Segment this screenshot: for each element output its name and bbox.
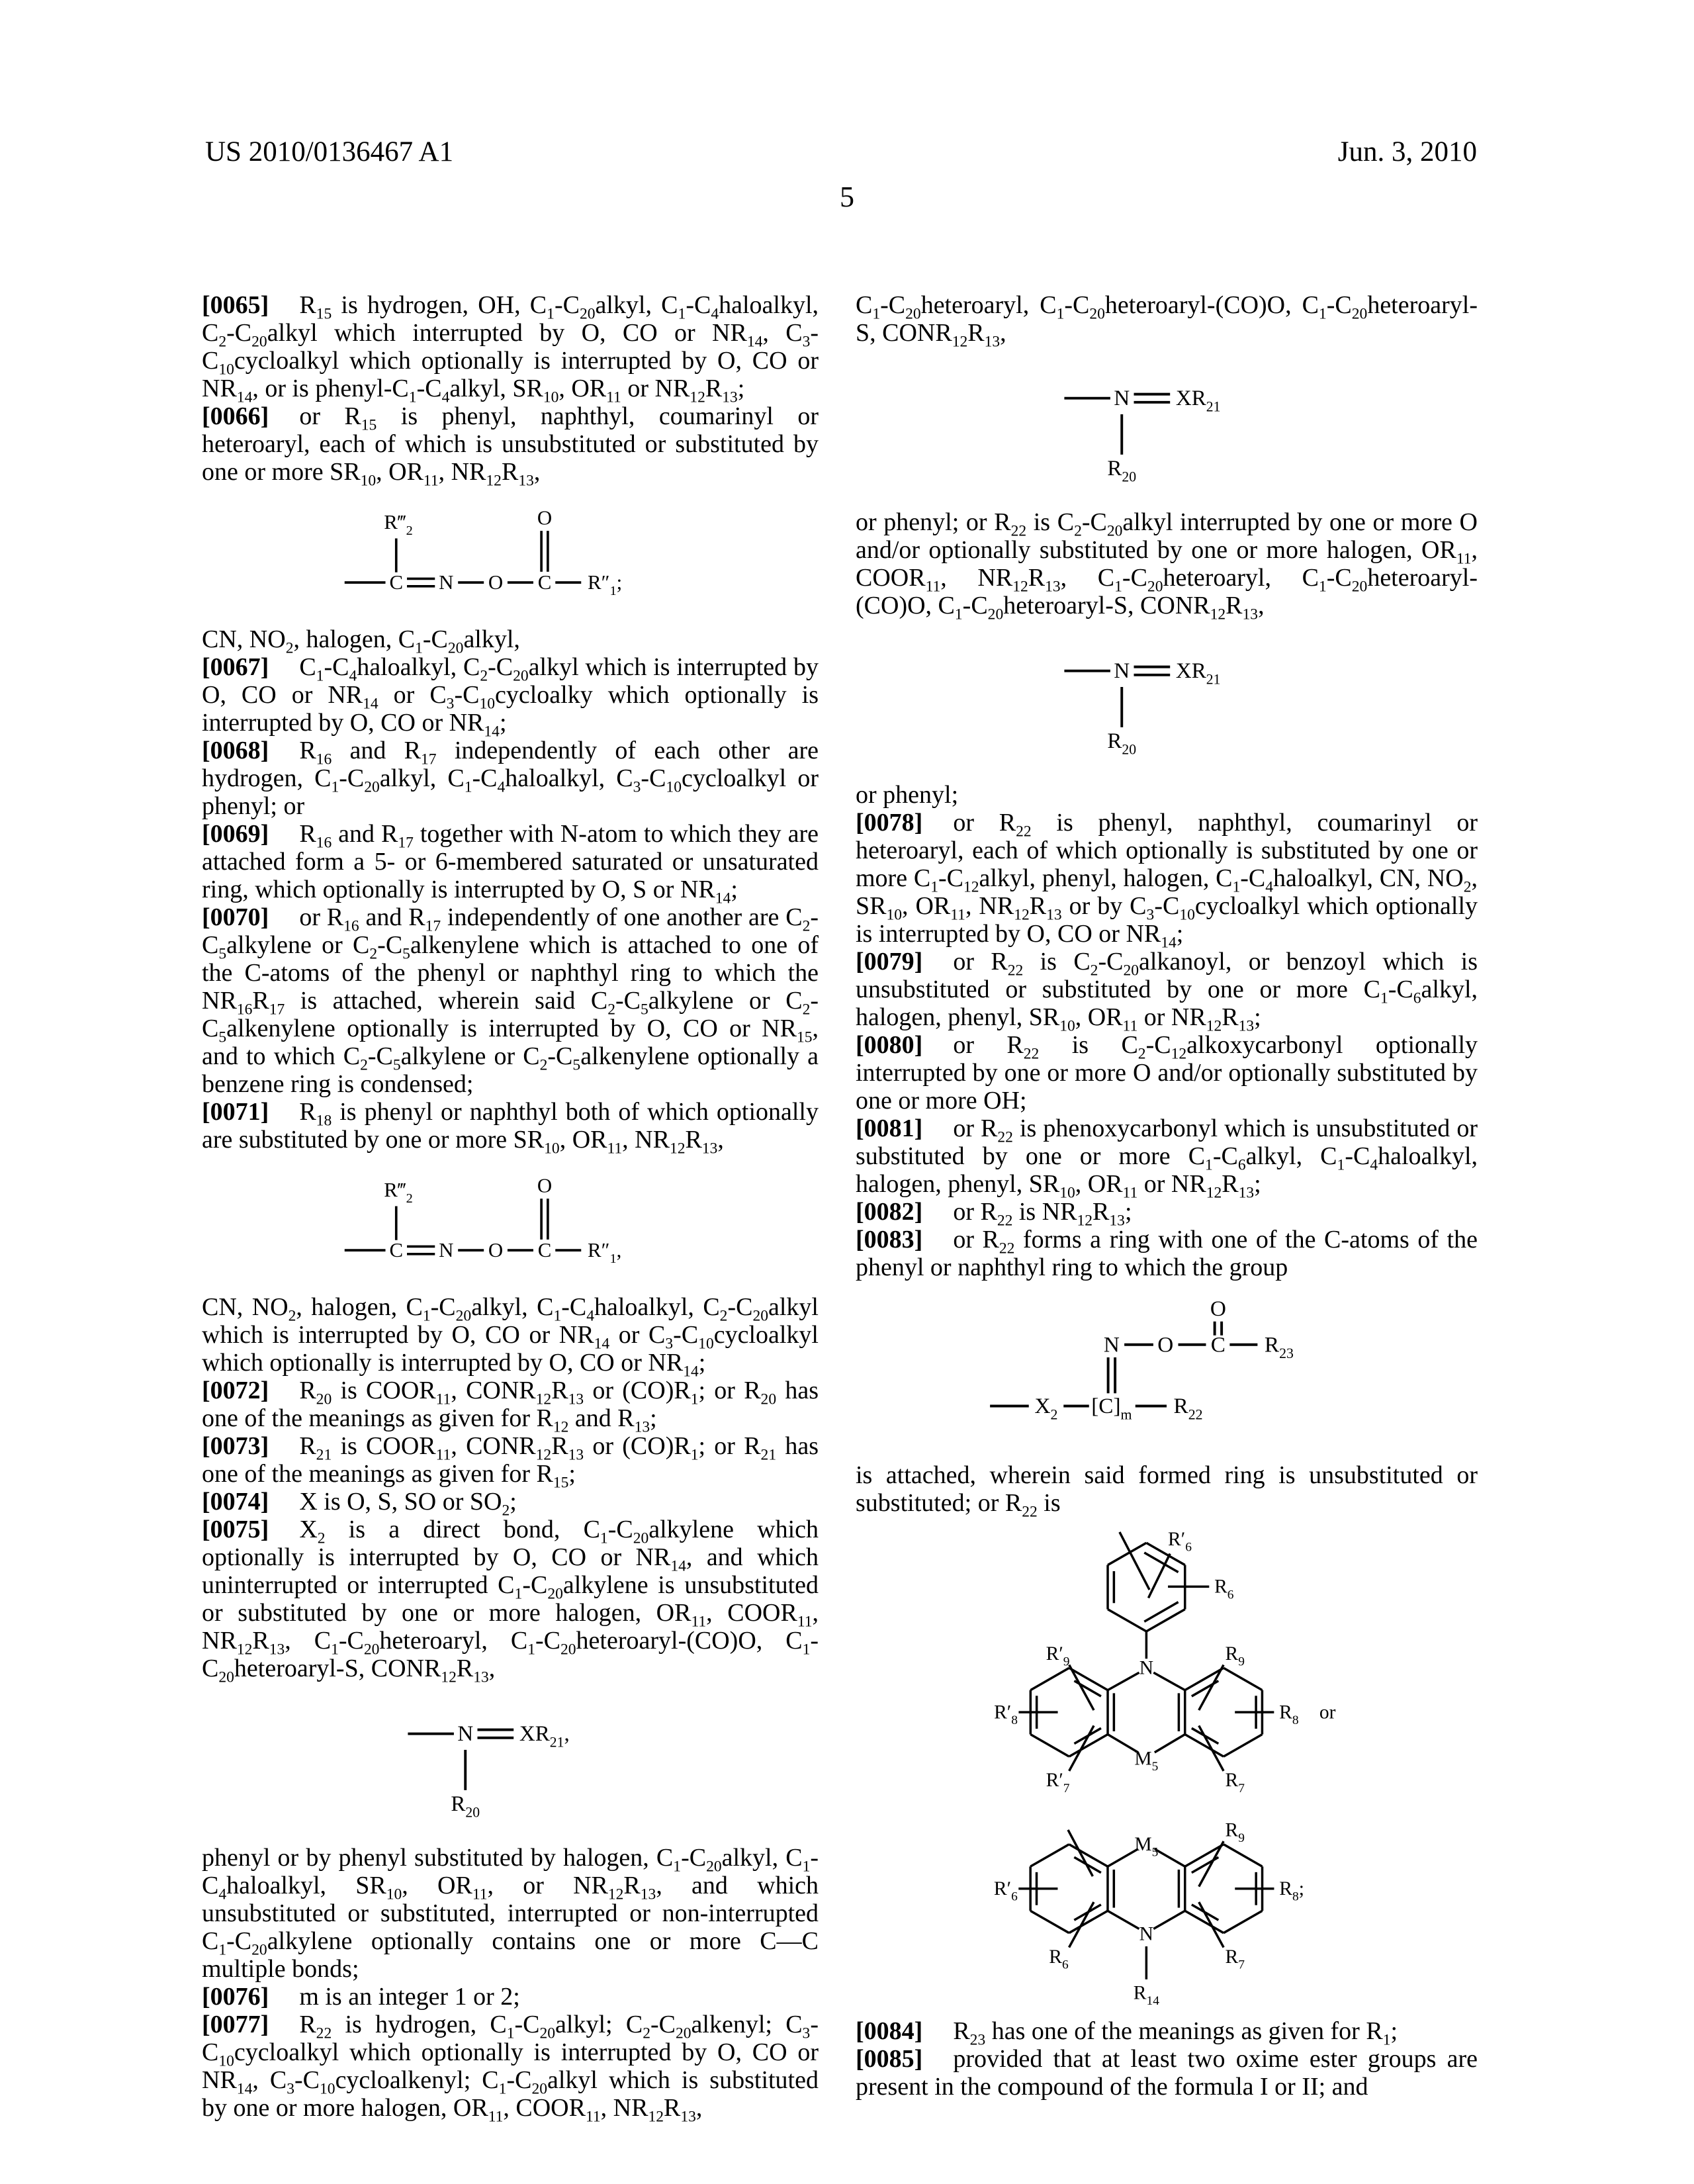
paragraph-text: $R_{21}$ is $COOR_{11}$, $CONR_{12}R_{13}$ or $(CO)R_1$; or $R_{21}$ has one of the meanings as given for $R_{15}$; xyxy=(202,1432,819,1492)
svg-text:R″1;: $R''_1$; xyxy=(588,570,623,598)
paragraph-0080 xyxy=(856,1031,1478,1115)
paragraph-text: m is an integer 1 or 2; xyxy=(299,1983,520,2011)
chemical-formula-n-xr xyxy=(856,361,1478,494)
svg-text:X2: $X_2$ xyxy=(1034,1394,1058,1423)
svg-text:C: C xyxy=(389,1238,404,1261)
paragraph-number: [0076] xyxy=(202,1983,269,2011)
svg-text:R″1,: $R''_1$, xyxy=(588,1238,622,1266)
paragraph-text: $R_{22}$ is hydrogen, $C_1-C_{20}alkyl$; $C_2-C_{20}alkenyl$; $C_3-C_{10}cycloalkyl$ which optionally is interrupted by O, CO or $NR_{14}$, $C_3-C_{10}cycloalkenyl$; $C_1-C_{20}alkyl$ which is substituted by one or more halogen, $OR_{11}$, $COOR_{11}$, $NR_{12}R_{13}$, xyxy=(202,2011,819,2126)
svg-text:O: O xyxy=(1157,1332,1174,1357)
paragraph-0066 xyxy=(202,402,819,490)
continuation-text: or phenyl; xyxy=(856,781,959,809)
svg-text:N: N xyxy=(1139,1657,1153,1679)
svg-text:R‴2: $R‴_2$ xyxy=(384,1177,413,1206)
svg-text:R9: $R_9$ xyxy=(1224,1643,1245,1669)
svg-text:XR21,: $XR_{21}$, xyxy=(519,1722,570,1751)
paragraph-number: [0065] xyxy=(202,291,269,319)
chemical-formula-n-xr xyxy=(202,1697,819,1829)
continuation-text: phenyl or by phenyl substituted by halogen, $C_1-C_{20}alkyl$, $C_1-C_4haloalkyl$, $SR_{10}$, $OR_{11}$, or $NR_{12}R_{13}$, and which unsubstituted or substituted, interrupted or non-interrupted $C_1-C_{20}alkylene$ optionally contains one or more C—C multiple bonds; xyxy=(202,1844,819,1983)
svg-text:O: O xyxy=(488,1238,504,1261)
paragraph-0081 xyxy=(856,1115,1478,1202)
paragraph-0070 xyxy=(202,903,819,1098)
paragraph-text: $R_{23}$ has one of the meanings as given for $R_1$; xyxy=(953,2017,1398,2049)
chemical-formula-oxime-chain xyxy=(202,502,819,610)
paragraph-number: [0085] xyxy=(856,2045,923,2073)
paragraph-number: [0083] xyxy=(856,1226,923,1253)
svg-text:R8: $R_8$ xyxy=(1278,1702,1299,1728)
svg-text:R20: $R_{20}$ xyxy=(451,1792,480,1821)
continuation-text: CN, $NO_2$, halogen, $C_1-C_{20}alkyl$, xyxy=(202,625,520,657)
svg-text:N: N xyxy=(1114,387,1130,411)
svg-text:[C]m: $[C]_m$ xyxy=(1091,1394,1132,1423)
paragraph-0082 xyxy=(856,1198,1478,1230)
paragraph-0073 xyxy=(202,1432,819,1492)
svg-text:R7: $R_7$ xyxy=(1224,1770,1245,1796)
svg-text:R20: $R_{20}$ xyxy=(1107,457,1137,485)
paragraph-text: or $R_{22}$ is $C_2-C_{20}alkanoyl$, or benzoyl which is unsubstituted or substituted by one or more $C_1-C_6alkyl$, halogen, phenyl, $SR_{10}$, $OR_{11}$ or $NR_{12}R_{13}$; xyxy=(856,948,1478,1035)
paragraph-number: [0073] xyxy=(202,1432,269,1460)
chemical-formula-ring-oxime xyxy=(856,1296,1478,1447)
right-column xyxy=(856,291,1478,2101)
paragraph-number: [0075] xyxy=(202,1516,269,1543)
paragraph-text: or $R_{22}$ is $C_2-C_{12}alkoxycarbonyl$ optionally interrupted by one or more O and/or optionally substituted by one or more OH; xyxy=(856,1031,1478,1115)
paragraph-0083 xyxy=(856,1226,1478,1281)
svg-text:R8;: $R_8$; xyxy=(1278,1878,1304,1904)
svg-text:N: N xyxy=(1103,1332,1120,1357)
paragraph-number: [0080] xyxy=(856,1031,923,1059)
paragraph-0079 xyxy=(856,948,1478,1035)
svg-text:R‴2: $R‴_2$ xyxy=(384,510,413,538)
paragraph-number: [0081] xyxy=(856,1115,923,1142)
svg-text:R6: $R_6$ xyxy=(1214,1576,1234,1602)
continuation-text: $C_1-C_{20}heteroaryl$, $C_1-C_{20}heteroaryl-(CO)O$, $C_1-C_{20}heteroaryl-S$, $CONR_{12}R_{13}$, xyxy=(856,291,1478,351)
paragraph-0085 xyxy=(856,2045,1478,2101)
svg-text:M5: $M_5$ xyxy=(1134,1748,1158,1774)
svg-text:O: O xyxy=(537,1173,553,1197)
paragraph-text: or $R_{22}$ is $NR_{12}R_{13}$; xyxy=(953,1198,1132,1230)
paragraph-number: [0078] xyxy=(856,809,923,837)
svg-text:XR21: $XR_{21}$ xyxy=(1175,387,1221,415)
paragraph-number: [0084] xyxy=(856,2017,923,2045)
paragraph-number: [0072] xyxy=(202,1377,269,1404)
svg-text:N: N xyxy=(1114,659,1130,684)
svg-text:R′6: $R'_6$ xyxy=(993,1878,1018,1904)
paragraph-0077 xyxy=(202,2011,819,2126)
paragraph-0076 xyxy=(202,1983,819,2011)
paragraph-number: [0082] xyxy=(856,1198,923,1226)
svg-text:N: N xyxy=(1139,1923,1153,1945)
svg-text:or: or xyxy=(1319,1702,1336,1723)
paragraph-0078 xyxy=(856,809,1478,952)
chemical-formula-n-xr xyxy=(856,634,1478,766)
paragraph-0072 xyxy=(202,1377,819,1436)
paragraph-number: [0067] xyxy=(202,653,269,681)
paragraph-text: $C_1-C_4haloalkyl$, $C_2-C_{20}alkyl$ which is interrupted by O, CO or $NR_{14}$ or $C_3-C_{10}cycloalky$ which optionally is interrupted by O, CO or $NR_{14}$; xyxy=(202,653,819,741)
paragraph-text: or $R_{22}$ is phenoxycarbonyl which is unsubstituted or substituted by one or more $C_1-C_6alkyl$, $C_1-C_4haloalkyl$, halogen, phenyl, $SR_{10}$, $OR_{11}$ or $NR_{12}R_{13}$; xyxy=(856,1115,1478,1202)
paragraph-0075 xyxy=(202,1516,819,1686)
svg-text:R9: $R_9$ xyxy=(1225,1819,1245,1845)
paragraph-0067 xyxy=(202,653,819,741)
svg-text:R′7: $R'_7$ xyxy=(1046,1770,1070,1796)
svg-text:R20: $R_{20}$ xyxy=(1107,729,1137,758)
continuation-text: is attached, wherein said formed ring is unsubstituted or substituted; or $R_{22}$ is xyxy=(856,1461,1478,1521)
paragraph-number: [0074] xyxy=(202,1488,269,1516)
svg-text:O: O xyxy=(537,506,553,529)
svg-text:N: N xyxy=(457,1722,474,1747)
svg-text:O: O xyxy=(1210,1297,1226,1321)
svg-text:R23: $R_{23}$ xyxy=(1264,1332,1294,1361)
paragraph-0084 xyxy=(856,2017,1478,2049)
paragraph-text: $R_{18}$ is phenyl or naphthyl both of which optionally are substituted by one or more $SR_{10}$, $OR_{11}$, $NR_{12}R_{13}$, xyxy=(202,1098,819,1158)
svg-text:O: O xyxy=(488,570,504,594)
paragraph-number: [0079] xyxy=(856,948,923,976)
svg-text:C: C xyxy=(1210,1332,1226,1357)
paragraph-text: or $R_{15}$ is phenyl, naphthyl, coumarinyl or heteroaryl, each of which is unsubstituted or substituted by one or more $SR_{10}$, $OR_{11}$, $NR_{12}R_{13}$, xyxy=(202,402,819,490)
paragraph-number: [0077] xyxy=(202,2011,269,2038)
continuation-text: CN, $NO_2$, halogen, $C_1-C_{20}alkyl$, $C_1-C_4haloalkyl$, $C_2-C_{20}alkyl$ which is interrupted by O, CO or $NR_{14}$ or $C_3-C_{10}cycloalkyl$ which optionally is interrupted by O, CO or $NR_{14}$; xyxy=(202,1293,819,1381)
paragraph-0069 xyxy=(202,820,819,907)
svg-text:C: C xyxy=(389,570,404,594)
svg-text:N: N xyxy=(439,1238,454,1261)
paragraph-text: $R_{15}$ is hydrogen, OH, $C_1-C_{20}alkyl$, $C_1-C_4haloalkyl$, $C_2-C_{20}alkyl$ which interrupted by O, CO or $NR_{14}$, $C_3-C_{10}cycloalkyl$ which optionally is interrupted by O, CO or $NR_{14}$, or is phenyl-$C_1-C_4alkyl$, $SR_{10}$, $OR_{11}$ or $NR_{12}R_{13}$; xyxy=(202,291,819,406)
svg-text:R′8: $R'_8$ xyxy=(993,1702,1018,1728)
chemical-formula-tricyclic-bottom xyxy=(856,1813,1478,2009)
paragraph-0074 xyxy=(202,1488,819,1520)
paragraph-text: $X_2$ is a direct bond, $C_1-C_{20}alkylene$ which optionally is interrupted by O, CO or $NR_{14}$, and which uninterrupted or interrupted $C_1-C_{20}alkylene$ is unsubstituted or substituted by one or more halogen, $OR_{11}$, $COOR_{11}$, $NR_{12}R_{13}$, $C_1-C_{20}heteroaryl$, $C_1-C_{20}heteroaryl-(CO)O$, $C_1-C_{20}heteroaryl-S$, $CONR_{12}R_{13}$, xyxy=(202,1516,819,1686)
paragraph-text: or $R_{22}$ forms a ring with one of the C-atoms of the phenyl or naphthyl ring to which the group xyxy=(856,1226,1478,1281)
paragraph-number: [0069] xyxy=(202,820,269,848)
chemical-formula-tricyclic-top xyxy=(856,1525,1478,1805)
paragraph-text: X is O, S, SO or $SO_2$; xyxy=(299,1488,517,1520)
page-number: 5 xyxy=(840,181,854,213)
paragraph-0068 xyxy=(202,737,819,820)
svg-text:XR21: $XR_{21}$ xyxy=(1175,659,1221,688)
paragraph-text: $R_{16}$ and $R_{17}$ independently of each other are hydrogen, $C_1-C_{20}alkyl$, $C_1-C_4haloalkyl$, $C_3-C_{10}cycloalkyl$ or phenyl; or xyxy=(202,737,819,820)
chemical-formula-oxime-chain xyxy=(202,1169,819,1277)
svg-text:R7: $R_7$ xyxy=(1225,1946,1245,1972)
svg-text:M5: $M_5$ xyxy=(1134,1834,1158,1860)
publication-number: US 2010/0136467 A1 xyxy=(205,136,454,167)
publication-date: Jun. 3, 2010 xyxy=(1337,136,1477,167)
svg-text:R14: $R_{14}$ xyxy=(1133,1982,1159,2008)
svg-text:R′6: $R'_6$ xyxy=(1167,1529,1192,1555)
paragraph-number: [0070] xyxy=(202,903,269,931)
paragraph-text: $R_{20}$ is $COOR_{11}$, $CONR_{12}R_{13}$ or $(CO)R_1$; or $R_{20}$ has one of the meanings as given for $R_{12}$ and $R_{13}$; xyxy=(202,1377,819,1436)
paragraph-number: [0068] xyxy=(202,737,269,764)
paragraph-number: [0066] xyxy=(202,402,269,430)
paragraph-text: provided that at least two oxime ester groups are present in the compound of the formula I or II; and xyxy=(856,2045,1478,2101)
paragraph-0065 xyxy=(202,291,819,406)
svg-text:R6: $R_6$ xyxy=(1048,1946,1069,1972)
left-column xyxy=(202,291,819,2126)
svg-text:R22: $R_{22}$ xyxy=(1173,1394,1203,1423)
svg-text:N: N xyxy=(439,570,454,594)
paragraph-text: or $R_{16}$ and $R_{17}$ independently of one another are $C_2-C_5alkylene$ or $C_2-C_5alkenylene$ which is attached to one of the C-atoms of the phenyl or naphthyl ring to which the $NR_{16}R_{17}$ is attached, wherein said $C_2-C_5alkylene$ or $C_2-C_5alkenylene$ optionally is interrupted by O, CO or $NR_{15}$, and to which $C_2-C_5alkylene$ or $C_2-C_5alkenylene$ optionally a benzene ring is condensed; xyxy=(202,903,819,1098)
svg-text:R′9: $R'_9$ xyxy=(1046,1643,1070,1669)
svg-text:C: C xyxy=(537,570,552,594)
paragraph-text: $R_{16}$ and $R_{17}$ together with N-atom to which they are attached form a 5- or 6-membered saturated or unsaturated ring, which optionally is interrupted by O, S or $NR_{14}$; xyxy=(202,820,819,907)
paragraph-number: [0071] xyxy=(202,1098,269,1126)
continuation-text: or phenyl; or $R_{22}$ is $C_2-C_{20}alkyl$ interrupted by one or more O and/or optionally substituted by one or more halogen, $OR_{11}$, $COOR_{11}$, $NR_{12}R_{13}$, $C_1-C_{20}heteroaryl$, $C_1-C_{20}heteroaryl-(CO)O$, $C_1-C_{20}heteroaryl-S$, $CONR_{12}R_{13}$, xyxy=(856,508,1478,623)
svg-text:C: C xyxy=(537,1238,552,1261)
paragraph-text: or $R_{22}$ is phenyl, naphthyl, coumarinyl or heteroaryl, each of which optionally is substituted by one or more $C_1-C_{12}alkyl$, phenyl, halogen, $C_1-C_4haloalkyl$, CN, $NO_2$, $SR_{10}$, $OR_{11}$, $NR_{12}R_{13}$ or by $C_3-C_{10}cycloalkyl$ which optionally is interrupted by O, CO or $NR_{14}$; xyxy=(856,809,1478,952)
paragraph-0071 xyxy=(202,1098,819,1158)
